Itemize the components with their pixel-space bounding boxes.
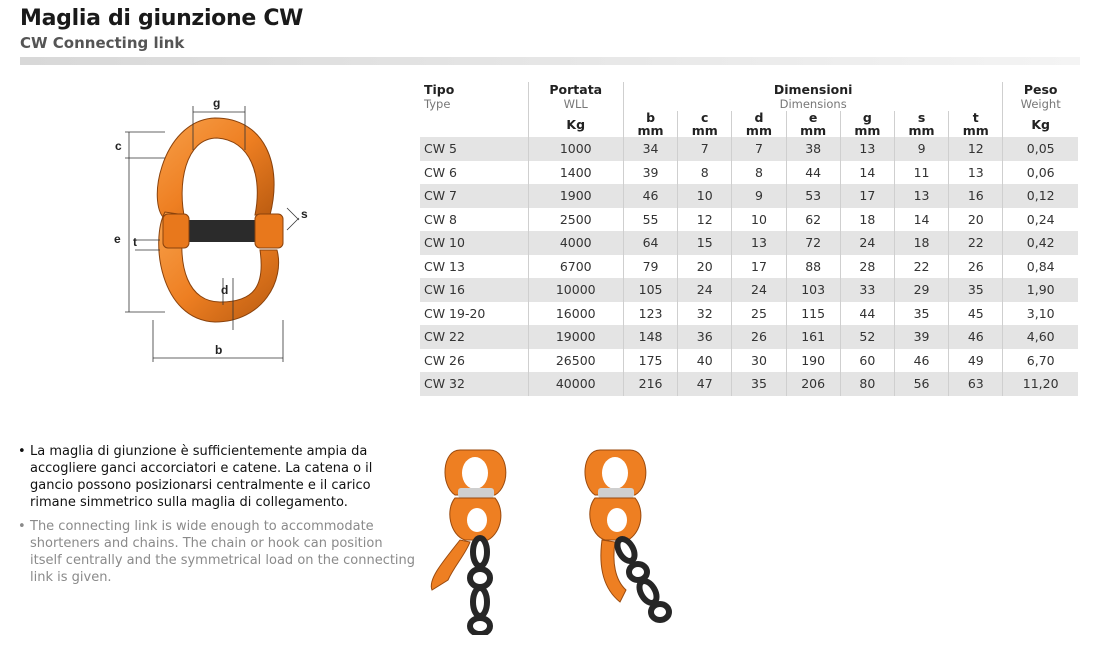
dim-label-d: d [221, 283, 229, 297]
cell-t: 45 [949, 302, 1003, 326]
cell-type: CW 7 [424, 188, 458, 204]
page-subtitle: CW Connecting link [20, 34, 185, 52]
cell-wll: 6700 [528, 255, 623, 279]
table-row [420, 349, 1078, 373]
dim-label-e: e [114, 232, 121, 246]
cell-b: 39 [623, 161, 677, 185]
cell-t: 46 [949, 325, 1003, 349]
cell-d: 35 [732, 372, 786, 396]
link-dimension-diagram [105, 90, 320, 370]
cell-d: 10 [732, 208, 786, 232]
cell-g: 60 [840, 349, 894, 373]
cell-c: 36 [678, 325, 732, 349]
cell-wll: 10000 [528, 278, 623, 302]
cell-t: 35 [949, 278, 1003, 302]
description-bullets [18, 443, 418, 593]
cell-s: 18 [894, 231, 948, 255]
cell-c: 10 [678, 184, 732, 208]
header-e: e mm [786, 111, 840, 137]
cell-s: 11 [894, 161, 948, 185]
cell-b: 216 [623, 372, 677, 396]
cell-s: 35 [894, 302, 948, 326]
cell-t: 26 [949, 255, 1003, 279]
table-row [420, 231, 1078, 255]
cell-type: CW 22 [424, 329, 465, 345]
cell-b: 46 [623, 184, 677, 208]
cell-g: 18 [840, 208, 894, 232]
cell-b: 105 [623, 278, 677, 302]
cell-b: 55 [623, 208, 677, 232]
cell-c: 20 [678, 255, 732, 279]
cell-d: 30 [732, 349, 786, 373]
cell-c: 8 [678, 161, 732, 185]
cell-type: CW 5 [424, 141, 458, 157]
header-s: s mm [894, 111, 948, 137]
description-italian: • La maglia di giunzione è sufficientemente ampia da accogliere ganci accorciatori e catene. La catena o il gancio possono posizionarsi centralmente e il carico rimane simmetrico sulla maglia di collegamento. [18, 443, 418, 511]
cell-wll: 26500 [528, 349, 623, 373]
cell-d: 26 [732, 325, 786, 349]
header-g: g mm [840, 111, 894, 137]
cell-c: 47 [678, 372, 732, 396]
cell-d: 24 [732, 278, 786, 302]
cell-wll: 4000 [528, 231, 623, 255]
cell-w: 4,60 [1003, 325, 1078, 349]
cell-type: CW 10 [424, 235, 465, 251]
cell-c: 32 [678, 302, 732, 326]
header-tipo: Tipo Type [424, 82, 455, 111]
cell-c: 24 [678, 278, 732, 302]
cell-type: CW 6 [424, 164, 458, 180]
header-kg: Kg [528, 111, 623, 137]
cell-w: 6,70 [1003, 349, 1078, 373]
specification-table [420, 82, 1078, 396]
header-dimensioni: Dimensioni Dimensions [623, 82, 1002, 111]
cell-c: 12 [678, 208, 732, 232]
cell-c: 15 [678, 231, 732, 255]
cell-t: 20 [949, 208, 1003, 232]
table-row [420, 372, 1078, 396]
photo-link-with-hook-front [420, 440, 530, 635]
cell-d: 8 [732, 161, 786, 185]
cell-g: 17 [840, 184, 894, 208]
cell-e: 38 [786, 137, 840, 161]
dim-label-b: b [215, 343, 223, 357]
cell-t: 63 [949, 372, 1003, 396]
description-english: • The connecting link is wide enough to accommodate shorteners and chains. The chain or hook can position itself centrally and the symmetrical load on the connecting link is given. [18, 518, 418, 586]
table-row [420, 302, 1078, 326]
cell-e: 88 [786, 255, 840, 279]
cell-type: CW 8 [424, 211, 458, 227]
cell-b: 175 [623, 349, 677, 373]
cell-e: 72 [786, 231, 840, 255]
dim-label-s: s [301, 207, 308, 221]
header-b: b mm [623, 111, 677, 137]
cell-w: 3,10 [1003, 302, 1078, 326]
cell-w: 0,84 [1003, 255, 1078, 279]
cell-wll: 19000 [528, 325, 623, 349]
cell-g: 80 [840, 372, 894, 396]
cell-wll: 1000 [528, 137, 623, 161]
cell-g: 52 [840, 325, 894, 349]
cell-e: 190 [786, 349, 840, 373]
cell-t: 22 [949, 231, 1003, 255]
cell-e: 53 [786, 184, 840, 208]
header-c: c mm [678, 111, 732, 137]
cell-d: 9 [732, 184, 786, 208]
cell-w: 1,90 [1003, 278, 1078, 302]
header-tipo-blank [420, 111, 528, 137]
header-peso: Peso Weight [1003, 82, 1078, 111]
cell-b: 64 [623, 231, 677, 255]
cell-w: 0,05 [1003, 137, 1078, 161]
table-row [420, 161, 1078, 185]
page-title: Maglia di giunzione CW [20, 6, 304, 31]
cell-d: 25 [732, 302, 786, 326]
cell-s: 13 [894, 184, 948, 208]
cell-s: 29 [894, 278, 948, 302]
cell-e: 62 [786, 208, 840, 232]
photo-link-with-hook-side [560, 440, 680, 625]
table-row [420, 184, 1078, 208]
cell-g: 13 [840, 137, 894, 161]
table-row [420, 278, 1078, 302]
title-underline-bar [20, 57, 1080, 65]
header-peso-kg: Kg [1003, 111, 1078, 137]
table-row [420, 208, 1078, 232]
table-row [420, 325, 1078, 349]
cell-b: 79 [623, 255, 677, 279]
table-row [420, 255, 1078, 279]
cell-t: 16 [949, 184, 1003, 208]
cell-c: 40 [678, 349, 732, 373]
cell-g: 44 [840, 302, 894, 326]
cell-c: 7 [678, 137, 732, 161]
cell-e: 103 [786, 278, 840, 302]
cell-s: 39 [894, 325, 948, 349]
cell-t: 12 [949, 137, 1003, 161]
cell-type: CW 16 [424, 282, 465, 298]
dim-label-g: g [213, 96, 221, 110]
cell-b: 148 [623, 325, 677, 349]
table-row [420, 137, 1078, 161]
cell-w: 0,12 [1003, 184, 1078, 208]
cell-e: 44 [786, 161, 840, 185]
dim-label-t: t [133, 235, 137, 249]
cell-wll: 16000 [528, 302, 623, 326]
cell-w: 11,20 [1003, 372, 1078, 396]
header-portata: Portata WLL [528, 82, 623, 111]
cell-wll: 1900 [528, 184, 623, 208]
cell-s: 14 [894, 208, 948, 232]
cell-e: 206 [786, 372, 840, 396]
cell-e: 115 [786, 302, 840, 326]
cell-w: 0,24 [1003, 208, 1078, 232]
cell-e: 161 [786, 325, 840, 349]
cell-g: 24 [840, 231, 894, 255]
cell-g: 28 [840, 255, 894, 279]
cell-t: 13 [949, 161, 1003, 185]
cell-g: 33 [840, 278, 894, 302]
cell-s: 9 [894, 137, 948, 161]
cell-d: 17 [732, 255, 786, 279]
cell-s: 56 [894, 372, 948, 396]
cell-b: 34 [623, 137, 677, 161]
cell-wll: 40000 [528, 372, 623, 396]
dim-label-c: c [115, 139, 122, 153]
cell-g: 14 [840, 161, 894, 185]
header-t: t mm [949, 111, 1003, 137]
cell-d: 13 [732, 231, 786, 255]
cell-w: 0,06 [1003, 161, 1078, 185]
cell-s: 22 [894, 255, 948, 279]
cell-b: 123 [623, 302, 677, 326]
cell-type: CW 26 [424, 352, 465, 368]
cell-wll: 1400 [528, 161, 623, 185]
cell-s: 46 [894, 349, 948, 373]
cell-wll: 2500 [528, 208, 623, 232]
cell-t: 49 [949, 349, 1003, 373]
header-d: d mm [732, 111, 786, 137]
cell-type: CW 19-20 [424, 305, 486, 321]
cell-type: CW 13 [424, 258, 465, 274]
cell-w: 0,42 [1003, 231, 1078, 255]
cell-d: 7 [732, 137, 786, 161]
cell-type: CW 32 [424, 376, 465, 392]
